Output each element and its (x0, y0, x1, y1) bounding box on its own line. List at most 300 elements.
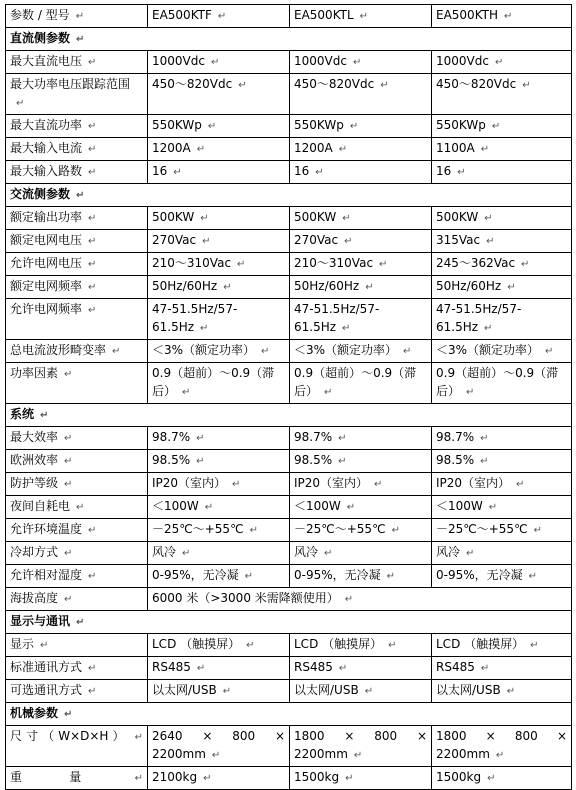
value-cell-text: 6000 米（>3000 米需降额使用） (152, 591, 339, 605)
value-cell (432, 363, 572, 404)
value-cell (290, 230, 432, 253)
return-mark-icon: ↵ (204, 502, 214, 513)
value-cell-text: 245～362Vac (436, 256, 516, 270)
param-label-text: 功率因素 (10, 366, 59, 380)
section-title (6, 404, 572, 427)
value-cell (290, 657, 432, 680)
return-mark-icon: ↵ (134, 732, 143, 743)
return-mark-icon: ↵ (466, 548, 475, 559)
value-cell (432, 51, 572, 74)
value-cell-text: 550KWp (152, 118, 202, 132)
param-label (6, 726, 148, 767)
return-mark-icon: ↵ (494, 57, 504, 68)
return-mark-icon: ↵ (202, 236, 211, 247)
return-mark-icon: ↵ (365, 282, 374, 293)
return-mark-icon: ↵ (391, 525, 400, 536)
return-mark-icon: ↵ (344, 594, 354, 605)
return-mark-icon: ↵ (495, 750, 505, 761)
return-mark-icon: ↵ (379, 259, 388, 270)
value-cell-text: 1500kg (436, 770, 482, 784)
value-cell-text: 1200A (294, 141, 333, 155)
param-label (6, 767, 148, 790)
table-row (6, 450, 572, 473)
table-row (6, 74, 572, 115)
table-row (6, 51, 572, 74)
value-cell-text: 以太网/USB (436, 683, 501, 697)
table-row (6, 299, 572, 340)
table-row (6, 207, 572, 230)
return-mark-icon: ↵ (64, 594, 73, 605)
value-cell-text: 1000Vdc (152, 54, 205, 68)
value-cell-text: 210～310Vac (294, 256, 374, 270)
param-label-text: 允许环境温度 (10, 522, 83, 536)
value-cell (432, 276, 572, 299)
return-mark-icon: ↵ (232, 479, 241, 490)
param-label-text: 最大效率 (10, 430, 59, 444)
value-cell-text: IP20（室内） (294, 476, 369, 490)
table-row (6, 473, 572, 496)
value-cell-text: 16 (294, 164, 310, 178)
return-mark-icon: ↵ (134, 773, 143, 784)
table-row (6, 680, 572, 703)
param-label-text: 允许电网频率 (10, 302, 83, 316)
return-mark-icon: ↵ (88, 282, 97, 293)
section-title (6, 28, 572, 51)
value-cell-text: 0.9（超前）～0.9（滞后） (152, 366, 275, 398)
table-row (6, 726, 572, 767)
value-cell-text: 1800 × 800 × 2200mm (294, 729, 427, 761)
value-cell (290, 726, 432, 767)
return-mark-icon: ↵ (506, 686, 516, 697)
value-cell (148, 588, 572, 611)
param-label (6, 276, 148, 299)
param-label-text: 夜间自耗电 (10, 499, 71, 513)
table-row (6, 634, 572, 657)
value-cell (148, 427, 290, 450)
param-label (6, 299, 148, 340)
param-label (6, 253, 148, 276)
param-label-text: 尺寸（W×D×H） (10, 729, 129, 743)
value-cell (148, 299, 290, 340)
return-mark-icon: ↵ (40, 410, 49, 421)
value-cell (148, 253, 290, 276)
value-cell (432, 657, 572, 680)
value-cell (148, 276, 290, 299)
value-cell-text: 50Hz/60Hz (294, 279, 360, 293)
return-mark-icon: ↵ (112, 346, 121, 357)
value-cell-text: 450～820Vdc (294, 77, 375, 91)
param-label-text: 显示 (10, 637, 35, 651)
value-cell (290, 74, 432, 115)
return-mark-icon: ↵ (64, 709, 73, 720)
param-label (6, 588, 148, 611)
value-cell (290, 427, 432, 450)
return-mark-icon: ↵ (342, 213, 351, 224)
return-mark-icon: ↵ (521, 259, 530, 270)
value-cell (290, 680, 432, 703)
value-cell (432, 427, 572, 450)
value-cell-text: LCD （触摸屏） (294, 637, 383, 651)
value-cell-text: LCD （触摸屏） (436, 637, 525, 651)
section-title (6, 611, 572, 634)
value-cell (432, 138, 572, 161)
return-mark-icon: ↵ (222, 686, 232, 697)
return-mark-icon: ↵ (76, 34, 85, 45)
value-cell (290, 340, 432, 363)
value-cell-text: 98.5% (152, 453, 191, 467)
table-row (6, 230, 572, 253)
return-mark-icon: ↵ (545, 346, 554, 357)
return-mark-icon: ↵ (64, 456, 73, 467)
value-cell (290, 565, 432, 588)
return-mark-icon: ↵ (403, 346, 412, 357)
param-label (6, 496, 148, 519)
return-mark-icon: ↵ (182, 387, 191, 398)
value-cell (432, 767, 572, 790)
value-cell-text: 2100kg (152, 770, 198, 784)
value-cell (148, 230, 290, 253)
section-title-text: 显示与通讯 (10, 614, 71, 628)
param-label-text: 最大功率电压跟踪范围 (10, 77, 131, 91)
section-title-text: 系统 (10, 407, 35, 421)
param-label (6, 340, 148, 363)
return-mark-icon: ↵ (64, 433, 73, 444)
param-label (6, 565, 148, 588)
value-cell-text: 98.5% (436, 453, 475, 467)
section-row (6, 184, 572, 207)
section-row (6, 611, 572, 634)
return-mark-icon: ↵ (516, 479, 525, 490)
value-cell-text: 50Hz/60Hz (152, 279, 218, 293)
return-mark-icon: ↵ (480, 663, 490, 674)
value-cell-text: －25℃～+55℃ (152, 522, 244, 536)
value-cell (148, 496, 290, 519)
return-mark-icon: ↵ (353, 750, 363, 761)
value-cell-text: 450～820Vdc (152, 77, 233, 91)
return-mark-icon: ↵ (244, 571, 254, 582)
value-cell (432, 496, 572, 519)
return-mark-icon: ↵ (352, 57, 362, 68)
value-cell (290, 253, 432, 276)
section-title-text: 机械参数 (10, 706, 59, 720)
param-label-text: 额定输出功率 (10, 210, 83, 224)
return-mark-icon: ↵ (480, 456, 489, 467)
value-cell-text: 0.9（超前）～0.9（滞后） (436, 366, 559, 398)
return-mark-icon: ↵ (480, 433, 489, 444)
value-cell (290, 51, 432, 74)
value-cell-text: 以太网/USB (152, 683, 217, 697)
value-cell-text: 0-95%，无冷凝 (436, 568, 523, 582)
value-cell-text: 47-51.5Hz/57-61.5Hz (152, 302, 238, 334)
value-cell (148, 74, 290, 115)
param-label (6, 450, 148, 473)
section-title-text: 交流侧参数 (10, 187, 71, 201)
param-label (6, 473, 148, 496)
table-row (6, 496, 572, 519)
param-label-text: 最大直流电压 (10, 54, 83, 68)
table-row (6, 767, 572, 790)
param-label (6, 115, 148, 138)
table-row (6, 657, 572, 680)
value-cell-text: 98.7% (152, 430, 191, 444)
return-mark-icon: ↵ (388, 640, 397, 651)
return-mark-icon: ↵ (64, 548, 73, 559)
param-label (6, 161, 148, 184)
value-cell-text: －25℃～+55℃ (294, 522, 386, 536)
value-cell (432, 450, 572, 473)
value-cell (148, 473, 290, 496)
table-row (6, 340, 572, 363)
header-model-kth: EA500KTH ↵ (432, 5, 572, 28)
value-cell (290, 276, 432, 299)
value-cell-text: IP20（室内） (152, 476, 227, 490)
param-label-text: 冷却方式 (10, 545, 59, 559)
value-cell-text: －25℃～+55℃ (436, 522, 528, 536)
value-cell-text: 2640 × 800 × 2200mm (152, 729, 285, 761)
value-cell-text: 0-95%，无冷凝 (152, 568, 239, 582)
value-cell (148, 726, 290, 767)
value-cell (290, 473, 432, 496)
section-row (6, 28, 572, 51)
table-row (6, 427, 572, 450)
value-cell (148, 450, 290, 473)
param-label-text: 欧洲效率 (10, 453, 59, 467)
value-cell-text: 风冷 (436, 545, 461, 559)
value-cell-text: RS485 (436, 660, 475, 674)
param-label-text: 重量 (10, 770, 129, 784)
return-mark-icon: ↵ (530, 640, 539, 651)
value-cell (432, 299, 572, 340)
return-mark-icon: ↵ (466, 387, 475, 398)
value-cell-text: 1500kg (294, 770, 340, 784)
table-row (6, 138, 572, 161)
value-cell (148, 767, 290, 790)
value-cell-text: 风冷 (152, 545, 177, 559)
param-label-text: 允许相对湿度 (10, 568, 83, 582)
value-cell-text: ＜100W (436, 499, 483, 513)
table-row (6, 253, 572, 276)
return-mark-icon: ↵ (246, 640, 255, 651)
section-title-text: 直流侧参数 (10, 31, 71, 45)
param-label-text: 海拔高度 (10, 591, 59, 605)
return-mark-icon: ↵ (315, 167, 324, 178)
table-row (6, 161, 572, 184)
param-label (6, 680, 148, 703)
value-cell (148, 519, 290, 542)
value-cell (432, 253, 572, 276)
return-mark-icon: ↵ (196, 433, 205, 444)
value-cell-text: 16 (436, 164, 452, 178)
return-mark-icon: ↵ (484, 323, 493, 334)
return-mark-icon: ↵ (76, 190, 85, 201)
param-label (6, 74, 148, 115)
table-row (6, 276, 572, 299)
header-row (6, 5, 572, 28)
param-label (6, 230, 148, 253)
value-cell (290, 634, 432, 657)
value-cell-text: RS485 (294, 660, 333, 674)
value-cell (432, 565, 572, 588)
return-mark-icon: ↵ (88, 236, 97, 247)
value-cell-text: 98.7% (294, 430, 333, 444)
header-param: 参数 / 型号 ↵ (6, 5, 148, 28)
value-cell-text: 以太网/USB (294, 683, 359, 697)
return-mark-icon: ↵ (238, 80, 247, 91)
value-cell (148, 680, 290, 703)
value-cell-text: ＜100W (152, 499, 199, 513)
value-cell (148, 340, 290, 363)
return-mark-icon: ↵ (88, 571, 97, 582)
table-row (6, 565, 572, 588)
value-cell (432, 542, 572, 565)
return-mark-icon: ↵ (338, 663, 348, 674)
return-mark-icon: ↵ (486, 236, 495, 247)
return-mark-icon: ↵ (522, 80, 531, 91)
param-label-text: 额定电网电压 (10, 233, 83, 247)
return-mark-icon: ↵ (182, 548, 191, 559)
value-cell-text: 210～310Vac (152, 256, 232, 270)
section-title (6, 703, 572, 726)
value-cell-text: 270Vac (152, 233, 197, 247)
return-mark-icon: ↵ (88, 213, 97, 224)
param-label (6, 519, 148, 542)
value-cell-text: 1200A (152, 141, 191, 155)
value-cell-text: 500KW (152, 210, 195, 224)
value-cell-text: 47-51.5Hz/57-61.5Hz (294, 302, 380, 334)
return-mark-icon: ↵ (338, 144, 348, 155)
value-cell-text: 500KW (294, 210, 337, 224)
value-cell-text: 270Vac (294, 233, 339, 247)
value-cell-text: 98.7% (436, 430, 475, 444)
value-cell (148, 51, 290, 74)
param-label-text: 最大输入电流 (10, 141, 83, 155)
return-mark-icon: ↵ (211, 750, 221, 761)
param-label (6, 657, 148, 680)
value-cell-text: RS485 (152, 660, 191, 674)
return-mark-icon: ↵ (88, 167, 97, 178)
value-cell-text: 1000Vdc (436, 54, 489, 68)
return-mark-icon: ↵ (88, 525, 97, 536)
return-mark-icon: ↵ (324, 387, 333, 398)
return-mark-icon: ↵ (64, 369, 73, 380)
spec-table-body (6, 5, 572, 790)
param-label (6, 427, 148, 450)
return-mark-icon: ↵ (88, 663, 97, 674)
value-cell-text: 550KWp (436, 118, 486, 132)
value-cell (290, 767, 432, 790)
table-row (6, 542, 572, 565)
value-cell (290, 542, 432, 565)
value-cell-text: 500KW (436, 210, 479, 224)
return-mark-icon: ↵ (196, 144, 206, 155)
return-mark-icon: ↵ (345, 773, 354, 784)
value-cell-text: IP20（室内） (436, 476, 511, 490)
value-cell-text: 1100A (436, 141, 475, 155)
return-mark-icon: ↵ (76, 502, 85, 513)
table-row (6, 588, 572, 611)
return-mark-icon: ↵ (210, 57, 220, 68)
return-mark-icon: ↵ (338, 456, 347, 467)
return-mark-icon: ↵ (88, 57, 97, 68)
table-row (6, 115, 572, 138)
header-model-ktf: EA500KTF ↵ (148, 5, 290, 28)
param-label-text: 防护等级 (10, 476, 59, 490)
return-mark-icon: ↵ (491, 121, 501, 132)
return-mark-icon: ↵ (196, 456, 205, 467)
return-mark-icon: ↵ (223, 282, 232, 293)
value-cell-text: 98.5% (294, 453, 333, 467)
return-mark-icon: ↵ (386, 571, 396, 582)
value-cell (432, 680, 572, 703)
value-cell-text: 315Vac (436, 233, 481, 247)
return-mark-icon: ↵ (249, 525, 258, 536)
header-model-ktl: EA500KTL ↵ (290, 5, 432, 28)
spec-table (5, 4, 572, 790)
section-row (6, 404, 572, 427)
value-cell-text: 550KWp (294, 118, 344, 132)
return-mark-icon: ↵ (338, 433, 347, 444)
value-cell (432, 726, 572, 767)
return-mark-icon: ↵ (173, 167, 182, 178)
value-cell (432, 634, 572, 657)
return-mark-icon: ↵ (200, 213, 209, 224)
value-cell-text: ＜3%（额定功率） (436, 343, 540, 357)
return-mark-icon: ↵ (88, 305, 97, 316)
return-mark-icon: ↵ (364, 686, 374, 697)
return-mark-icon: ↵ (344, 236, 353, 247)
value-cell (432, 340, 572, 363)
value-cell (290, 138, 432, 161)
value-cell (148, 115, 290, 138)
return-mark-icon: ↵ (16, 98, 25, 109)
return-mark-icon: ↵ (380, 80, 389, 91)
value-cell (290, 363, 432, 404)
value-cell-text: 47-51.5Hz/57-61.5Hz (436, 302, 522, 334)
return-mark-icon: ↵ (200, 323, 209, 334)
section-row (6, 703, 572, 726)
param-label-text: 最大直流功率 (10, 118, 83, 132)
return-mark-icon: ↵ (64, 479, 73, 490)
return-mark-icon: ↵ (346, 502, 356, 513)
param-label (6, 542, 148, 565)
value-cell (148, 207, 290, 230)
table-row (6, 519, 572, 542)
return-mark-icon: ↵ (342, 323, 351, 334)
value-cell-text: 1800 × 800 × 2200mm (436, 729, 567, 761)
param-label-text: 最大输入路数 (10, 164, 83, 178)
value-cell-text: 50Hz/60Hz (436, 279, 502, 293)
return-mark-icon: ↵ (484, 213, 493, 224)
value-cell (148, 565, 290, 588)
value-cell (290, 207, 432, 230)
value-cell (432, 115, 572, 138)
value-cell (432, 230, 572, 253)
param-label (6, 138, 148, 161)
value-cell (432, 161, 572, 184)
value-cell (432, 207, 572, 230)
value-cell (148, 161, 290, 184)
value-cell-text: 0.9（超前）～0.9（滞后） (294, 366, 417, 398)
return-mark-icon: ↵ (203, 773, 212, 784)
param-label-text: 总电流波形畸变率 (10, 343, 107, 357)
value-cell-text: 0-95%，无冷凝 (294, 568, 381, 582)
return-mark-icon: ↵ (261, 346, 270, 357)
return-mark-icon: ↵ (88, 259, 97, 270)
value-cell (290, 496, 432, 519)
value-cell-text: LCD （触摸屏） (152, 637, 241, 651)
return-mark-icon: ↵ (374, 479, 383, 490)
return-mark-icon: ↵ (488, 502, 498, 513)
